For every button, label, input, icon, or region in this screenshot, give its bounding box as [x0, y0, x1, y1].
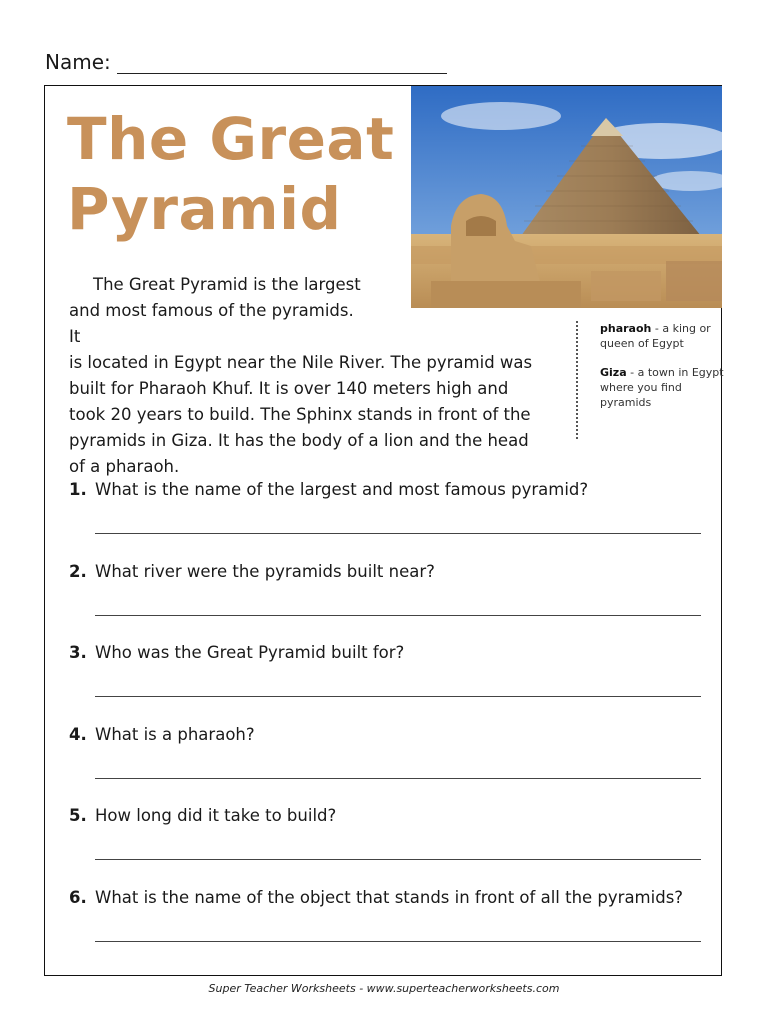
vocab-definition: - a town in Egypt where you find pyramids — [600, 366, 724, 409]
name-label: Name: — [45, 50, 111, 74]
question-1 — [69, 478, 699, 560]
question-number: 5. — [69, 806, 87, 825]
passage-line: of a pharaoh. — [69, 457, 180, 476]
answer-line[interactable] — [95, 941, 701, 942]
question-text: Who was the Great Pyramid built for? — [95, 643, 405, 662]
answer-line[interactable] — [95, 615, 701, 616]
question-text: What is the name of the object that stands in front of all the pyramids? — [95, 887, 684, 907]
name-blank-line[interactable] — [117, 51, 447, 74]
vocab-definition: - a king or queen of Egypt — [600, 322, 711, 350]
answer-line[interactable] — [95, 696, 701, 697]
question-number: 2. — [69, 561, 87, 581]
questions-list — [69, 478, 699, 967]
question-4 — [69, 723, 699, 805]
page-title — [67, 104, 394, 244]
name-field-row — [45, 50, 447, 74]
question-3 — [69, 641, 699, 723]
title-line-2: Pyramid — [67, 175, 342, 243]
passage-line: took 20 years to build. The Sphinx stands in front of the — [69, 405, 531, 424]
vocab-term: Giza — [600, 366, 627, 379]
question-number: 6. — [69, 887, 87, 907]
question-text: What river were the pyramids built near? — [95, 561, 435, 581]
question-number: 1. — [69, 480, 87, 499]
question-text: What is the name of the largest and most famous pyramid? — [95, 480, 589, 499]
reading-passage — [69, 272, 559, 480]
question-5 — [69, 804, 699, 886]
question-text: What is a pharaoh? — [95, 724, 255, 744]
answer-line[interactable] — [95, 778, 701, 779]
worksheet-frame — [44, 85, 722, 976]
question-6 — [69, 886, 699, 968]
passage-line: and most famous of the pyramids. It — [69, 301, 354, 346]
question-text: How long did it take to build? — [95, 806, 337, 825]
footer-credit: Super Teacher Worksheets - www.superteacherworksheets.com — [208, 982, 560, 995]
question-number: 3. — [69, 643, 87, 662]
passage-line: is located in Egypt near the Nile River. The pyramid was — [69, 353, 533, 372]
question-number: 4. — [69, 724, 87, 744]
vocab-entry-pharaoh — [600, 321, 725, 351]
passage-line: The Great Pyramid is the largest — [93, 275, 361, 294]
passage-line: built for Pharaoh Khuf. It is over 140 meters high and — [69, 379, 509, 398]
vocab-term: pharaoh — [600, 322, 652, 335]
answer-line[interactable] — [95, 859, 701, 860]
question-2 — [69, 560, 699, 642]
vocab-entry-giza — [600, 365, 725, 410]
answer-line[interactable] — [95, 533, 701, 534]
passage-line: pyramids in Giza. It has the body of a lion and the head — [69, 431, 529, 450]
vocabulary-box — [576, 321, 725, 439]
title-line-1: The Great — [67, 105, 395, 173]
